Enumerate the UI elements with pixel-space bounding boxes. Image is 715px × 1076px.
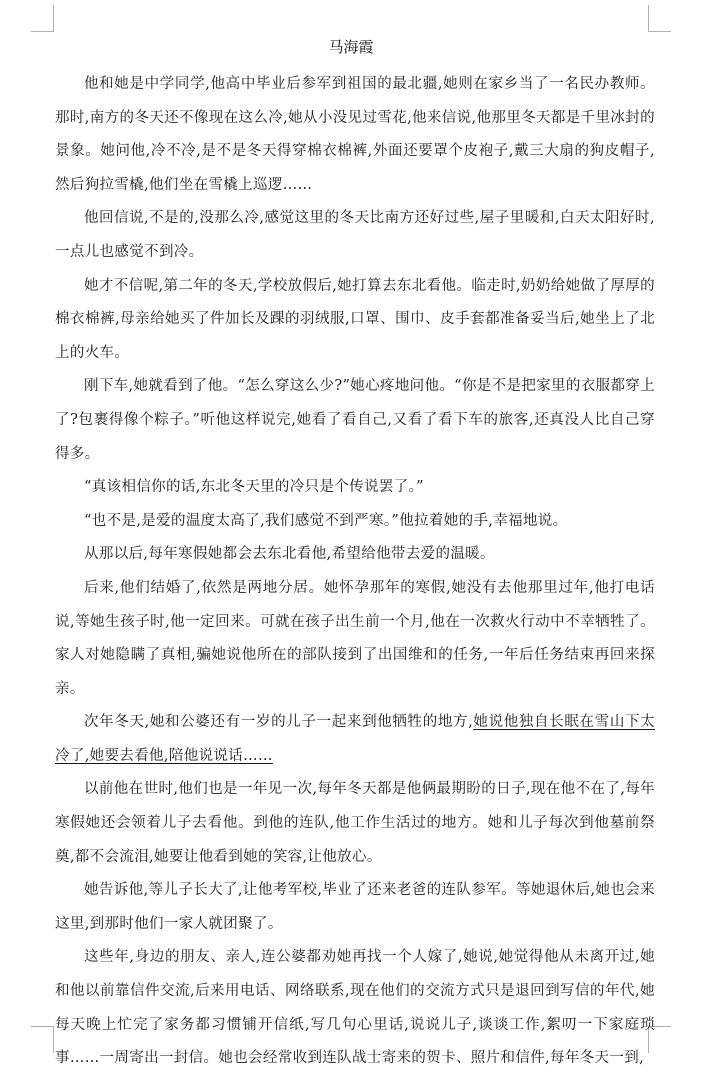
paragraph: “也不是,是爱的温度太高了,我们感觉不到严寒。”他拉着她的手,幸福地说。 [84,512,568,529]
paragraph: 后来,他们结婚了,依然是两地分居。她怀孕那年的寒假,她没有去他那里过年,他打电话说,等她生孩子时,他一定回来。可就在孩子出生前一个月,他在一次救火行动中不幸牺牲了。家人对她隐瞒了真相,骗她说他所在的部队接到了出国维和的任务,一年后任务结束再回来探亲。 [55,579,655,697]
paragraph-with-underline [55,706,655,773]
underlined-sentence: 她说他独自长眠在雪山下太冷了,她要去看他,陪他说说话…… [55,714,655,764]
paragraph: 从那以后,每年寒假她都会去东北看他,希望给他带去爱的温暖。 [84,546,495,563]
crop-mark-top-left [31,5,54,32]
paragraph: “真该相信你的话,东北冬天里的冷只是个传说罢了。” [84,479,424,496]
crop-mark-top-right [648,5,671,32]
paragraph: 他回信说,不是的,没那么冷,感觉这里的冬天比南方还好过些,屋子里暖和,白天太阳好时,一点儿也感觉不到冷。 [55,210,655,260]
paragraph: 她才不信呢,第二年的冬天,学校放假后,她打算去东北看他。临走时,奶奶给她做了厚厚的棉衣棉裤,母亲给她买了件加长及踝的羽绒服,口罩、围巾、皮手套都准备妥当后,她坐上了北上的火车。 [55,277,655,361]
paragraph: 这些年,身边的朋友、亲人,连公婆都劝她再找一个人嫁了,她说,她觉得他从未离开过,她和他以前靠信件交流,后来用电话、网络联系,现在他们的交流方式只是退回到写信的年代,她每天晚上忙完了家务都习惯铺开信纸,写几句心里话,说说儿子,谈谈工作,絮叨一下家庭琐事……一周寄出一封信。她也会经常收到连队战士寄来的贺卡、照片和信件,每年冬天一到, [55,949,655,1067]
article-body [55,68,655,1076]
paragraph-text: 次年冬天,她和公婆还有一岁的儿子一起来到他牺牲的地方, [84,714,474,731]
paragraph: 刚下车,她就看到了他。“怎么穿这么少?”她心疼地问他。“你是不是把家里的衣服都穿上了?包裹得像个粽子。”听他这样说完,她看了看自己,又看了看下车的旅客,还真没人比自己穿得多。 [55,378,655,462]
paragraph: 以前他在世时,他们也是一年见一次,每年冬天都是他俩最期盼的日子,现在他不在了,每年寒假她还会领着儿子去看他。到他的连队,他工作生活过的地方。她和儿子每次到他墓前祭奠,都不会流泪,她要让他看到她的笑容,让他放心。 [55,781,655,865]
crop-mark-bottom-left [31,1026,54,1053]
paragraph: 她告诉他,等儿子长大了,让他考军校,毕业了还来老爸的连队参军。等她退休后,她也会来这里,到那时他们一家人就团聚了。 [55,882,655,932]
paragraph: 他和她是中学同学,他高中毕业后参军到祖国的最北疆,她则在家乡当了一名民办教师。那时,南方的冬天还不像现在这么冷,她从小没见过雪花,他来信说,他那里冬天都是千里冰封的景象。她问他,冷不冷,是不是冬天得穿棉衣棉裤,外面还要罩个皮袍子,戴三大扇的狗皮帽子,然后狗拉雪橇,他们坐在雪橇上巡逻…… [55,76,655,193]
author-title: 马海霞 [328,38,374,56]
